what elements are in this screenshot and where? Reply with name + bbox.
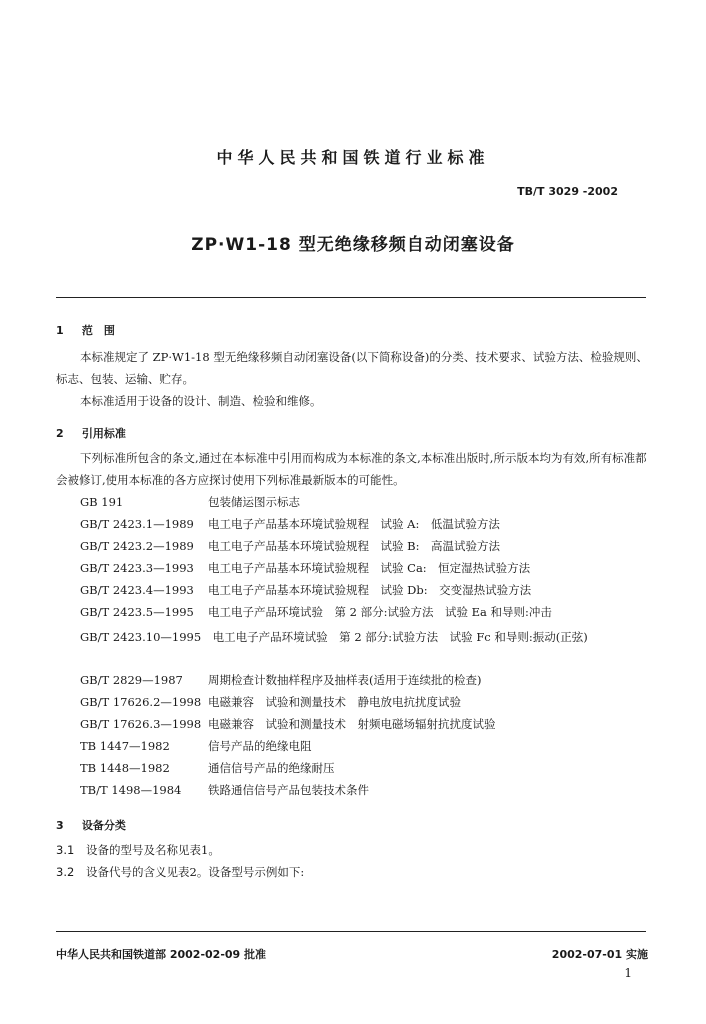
header-divider: [56, 297, 646, 298]
document-title: ZP·W1-18 型无绝缘移频自动闭塞设备: [191, 235, 515, 255]
section-1-title: 范 围: [81, 324, 115, 337]
reference-item: [80, 494, 300, 510]
reference-code: TB 1447—1982: [80, 739, 170, 753]
reference-item: [80, 694, 461, 710]
reference-item: [80, 560, 530, 576]
section-1-paragraph-2: 本标准适用于设备的设计、制造、检验和维修。: [80, 394, 322, 408]
section-1-paragraph-1: 本标准规定了 ZP·W1-18 型无绝缘移频自动闭塞设备(以下简称设备)的分类、技术要求、试验方法、检验规则、标志、包装、运输、贮存。: [56, 350, 648, 386]
reference-item: [80, 672, 481, 688]
reference-title: 通信信号产品的绝缘耐压: [208, 761, 335, 775]
reference-code: GB/T 17626.3—1998: [80, 717, 202, 731]
reference-item: [80, 716, 496, 732]
reference-item: [56, 626, 656, 648]
reference-title: 信号产品的绝缘电阻: [208, 739, 312, 753]
reference-code: GB/T 2423.3—1993: [80, 561, 194, 575]
reference-code: TB/T 1498—1984: [80, 783, 182, 797]
reference-code: GB/T 2423.5—1995: [80, 605, 194, 619]
page-number: 1: [624, 966, 632, 980]
reference-title: 电工电子产品基本环境试验规程 试验 A: 低温试验方法: [208, 517, 500, 531]
clause-item: [56, 864, 304, 880]
approval-note: 中华人民共和国铁道部 2002-02-09 批准: [56, 948, 267, 961]
reference-item: [80, 782, 369, 798]
reference-title: 电工电子产品基本环境试验规程 试验 B: 高温试验方法: [208, 539, 500, 553]
reference-title: 电工电子产品基本环境试验规程 试验 Db: 交变湿热试验方法: [208, 583, 532, 597]
reference-code: GB/T 2423.4—1993: [80, 583, 194, 597]
reference-code: GB/T 2423.10—1995: [80, 630, 202, 644]
section-2-heading: [56, 425, 126, 441]
reference-code: GB/T 2829—1987: [80, 673, 183, 687]
reference-title: 电工电子产品环境试验 第 2 部分:试验方法 试验 Ea 和导则:冲击: [208, 605, 552, 619]
reference-code: GB/T 2423.2—1989: [80, 539, 194, 553]
clause-number: 3.1: [56, 843, 75, 857]
clause-item: [56, 842, 220, 858]
effective-date: 2002-07-01 实施: [551, 948, 648, 961]
section-1-number: 1: [56, 324, 64, 337]
section-1-heading: [56, 322, 115, 338]
org-title: 中华人民共和国铁道行业标准: [216, 148, 490, 167]
reference-item: [80, 582, 531, 598]
section-3-heading: [56, 817, 126, 833]
clause-text: 设备的型号及名称见表1。: [86, 843, 220, 857]
reference-code: TB 1448—1982: [80, 761, 170, 775]
section-3-number: 3: [56, 819, 64, 832]
reference-item: [80, 538, 500, 554]
reference-code: GB/T 17626.2—1998: [80, 695, 202, 709]
reference-item: [80, 604, 552, 620]
reference-item: [80, 516, 500, 532]
reference-title: 电磁兼容 试验和测量技术 射频电磁场辐射抗扰度试验: [208, 717, 496, 731]
clause-text: 设备代号的含义见表2。设备型号示例如下:: [86, 865, 305, 879]
reference-title: 电工电子产品环境试验 第 2 部分:试验方法 试验 Fc 和导则:振动(正弦): [212, 630, 588, 644]
clause-number: 3.2: [56, 865, 75, 879]
section-2-title: 引用标准: [81, 427, 126, 440]
reference-title: 包装储运图示标志: [208, 495, 300, 509]
reference-title: 周期检查计数抽样程序及抽样表(适用于连续批的检查): [208, 673, 482, 687]
section-2-number: 2: [56, 427, 64, 440]
reference-code: GB/T 2423.1—1989: [80, 517, 194, 531]
reference-title: 铁路通信信号产品包装技术条件: [208, 783, 369, 797]
reference-item: [80, 738, 312, 754]
section-2-intro: 下列标准所包含的条文,通过在本标准中引用而构成为本标准的条文,本标准出版时,所示版本均为有效,所有标准都会被修订,使用本标准的各方应探讨使用下列标准最新版本的可能性。: [56, 451, 647, 487]
reference-item: [80, 760, 335, 776]
section-3-title: 设备分类: [81, 819, 126, 832]
reference-title: 电工电子产品基本环境试验规程 试验 Ca: 恒定湿热试验方法: [208, 561, 531, 575]
reference-title: 电磁兼容 试验和测量技术 静电放电抗扰度试验: [208, 695, 461, 709]
reference-code: GB 191: [80, 495, 124, 509]
standard-number: TB/T 3029 -2002: [517, 185, 618, 198]
footer-divider: [56, 931, 646, 932]
